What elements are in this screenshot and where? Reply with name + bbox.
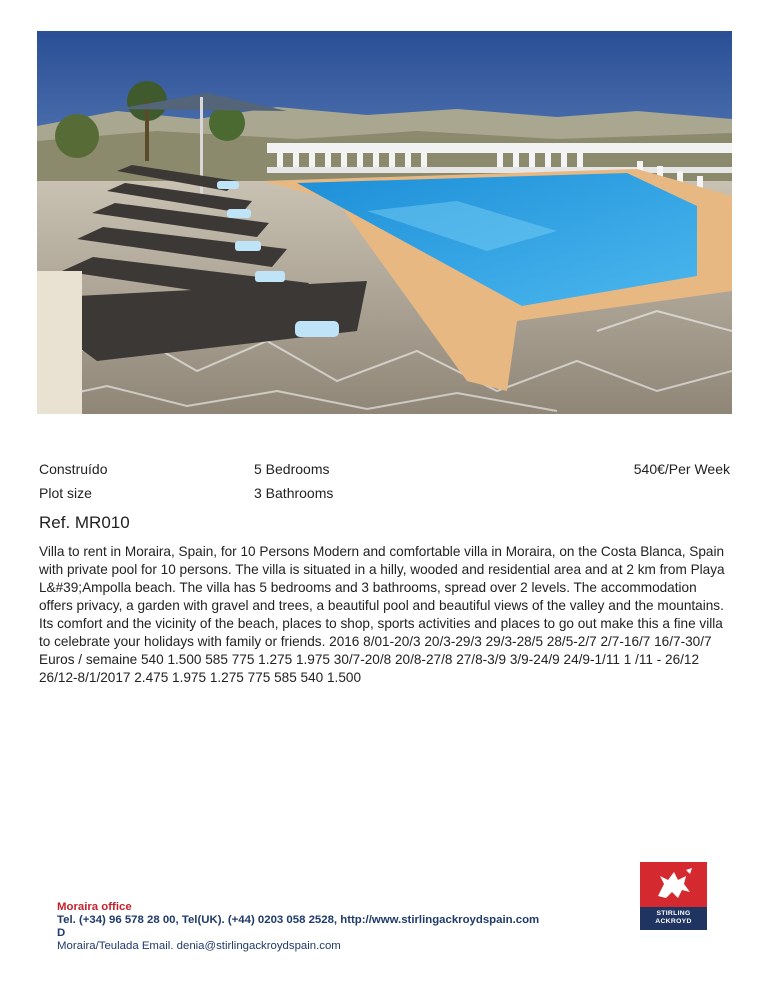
plot-size-label: Plot size: [39, 485, 92, 501]
office-footer: [57, 901, 617, 953]
price: 540€/Per Week: [633, 461, 730, 477]
logo-text-line2: ACKROYD: [655, 918, 692, 925]
property-description: Villa to rent in Moraira, Spain, for 10 Persons Modern and comfortable villa in Moraira, on the Costa Blanca, Spain with private pool for 10 persons. The villa is situated in a hilly, wooded and residential area and at 2 km from Playa L&#39;Ampolla beach. The villa has 5 bedrooms and 3 bathrooms, spread over 2 levels. The accommodation offers privacy, a garden with gravel and trees, a beautiful pool and beautiful views of the valley and the mountains. Its comfort and the vicinity of the beach, places to shop, sports activities and places to go out make this a fine villa to celebrate your holidays with family or friends. 2016 8/01-20/3 20/3-29/3 29/3-28/5 28/5-2/7 2/7-16/7 16/7-30/7 Euros / semaine 540 1.500 585 775 1.275 1.975 30/7-20/8 20/8-27/8 27/8-3/9 3/9-24/9 24/9-1/11 1 /11 - 26/12 26/12-8/1/2017 2.475 1.975 1.275 775 585 540 1.500: [39, 544, 725, 685]
office-contact-continuation: D: [57, 927, 66, 939]
hero-photo: [37, 31, 732, 414]
stirling-ackroyd-logo: [640, 862, 707, 930]
griffin-logo-icon: [640, 862, 707, 907]
bedrooms: 5 Bedrooms: [254, 461, 330, 477]
bathrooms: 3 Bathrooms: [254, 485, 334, 501]
built-label: Construído: [39, 461, 108, 477]
property-reference: Ref. MR010: [39, 513, 130, 532]
office-contact-line: Tel. (+34) 96 578 28 00, Tel(UK). (+44) 0203 058 2528, http://www.stirlingackroydspain.com: [57, 914, 540, 926]
logo-text-line1: STIRLING: [656, 910, 691, 917]
office-name: Moraira office: [57, 901, 132, 913]
office-email: Moraira/Teulada Email. denia@stirlingackroydspain.com: [57, 940, 341, 952]
